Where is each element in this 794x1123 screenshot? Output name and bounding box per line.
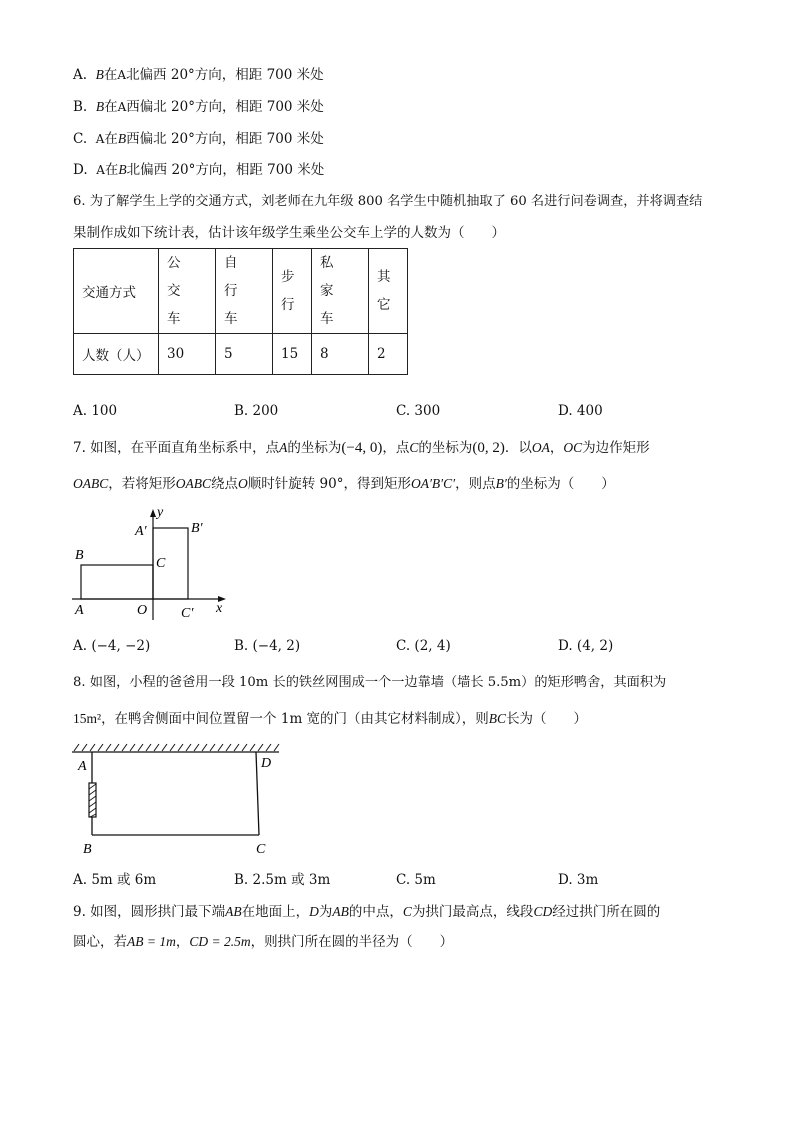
coordinate: (0, 2) — [472, 440, 505, 456]
stem-text: 为拱门最高点，线段 — [411, 904, 534, 920]
shape-label: OABC — [175, 476, 211, 491]
q6-stem-line1: 6. 为了解学生上学的交通方式，刘老师在九年级 800 名学生中随机抽取了 60 名进行问卷调查，并将调查结 — [73, 194, 703, 209]
segment-label: AB — [332, 904, 349, 919]
option-text: 西偏北 20°方向，相距 700 米处 — [126, 131, 324, 147]
cell-text: 步行 — [281, 269, 303, 313]
table-cell: 人数（人） — [74, 334, 159, 375]
stem-text: 的坐标为 — [287, 440, 342, 456]
cell-text: 公交车 — [167, 255, 189, 327]
equation: AB = 1m — [127, 934, 176, 949]
q8-coop-figure — [68, 740, 288, 862]
label-b: B — [75, 548, 84, 563]
stem-text: 顺时针旋转 90°，得到矩形 — [247, 476, 411, 492]
label-b: B — [83, 842, 92, 857]
q8-option-b: B. 2.5m 或 3m — [234, 872, 331, 888]
table-cell — [74, 249, 159, 334]
equation: CD = 2.5m — [189, 934, 251, 949]
segment-label: CD — [533, 904, 553, 919]
rectangle-oabc — [81, 565, 153, 599]
fence-cd — [256, 752, 259, 835]
option-text: 北偏西 20°方向，相距 700 米处 — [126, 67, 324, 83]
stem-text: ．以 — [504, 440, 532, 456]
table-cell: 2 — [369, 334, 408, 375]
label-b1: B′ — [191, 521, 203, 536]
shape-label: OABC — [73, 476, 109, 491]
point-label: C — [402, 904, 412, 919]
q7-coordinate-figure — [68, 502, 238, 622]
stem-text: 7. 如图，在平面直角坐标系中，点 — [73, 440, 280, 456]
cell-text: 其它 — [377, 269, 399, 313]
option-letter: A. — [73, 67, 88, 83]
table-header-row — [74, 249, 408, 334]
q8-stem-line1: 8. 如图，小程的爸爸用一段 10m 长的铁丝网围成一个一边靠墙（墙长 5.5m）的矩形鸭舍，其面积为 — [73, 675, 667, 690]
label-o: O — [137, 603, 148, 618]
stem-text: 经过拱门所在圆的 — [552, 904, 661, 920]
label-a: A — [78, 759, 87, 774]
wall-hatching — [74, 744, 279, 751]
point-label: B — [95, 99, 105, 114]
q8-option-a: A. 5m 或 6m — [73, 872, 157, 888]
q7-option-d: D. (4, 2) — [558, 638, 614, 654]
q6-option-a: A. 100 — [73, 403, 118, 419]
label-d: D — [261, 756, 272, 771]
label-a: A — [75, 603, 84, 618]
segment-label: OA — [531, 440, 550, 455]
option-text: 在 — [104, 131, 118, 147]
point-label: A — [96, 163, 105, 177]
table-cell: 5 — [216, 334, 273, 375]
stem-text: 的坐标为（ ） — [506, 476, 615, 492]
q6-option-b: B. 200 — [234, 403, 279, 419]
stem-text: 绕点 — [211, 476, 238, 492]
q9-stem-line1 — [73, 902, 660, 922]
stem-text: 的坐标为 — [418, 440, 473, 456]
stem-text: 为边作矩形 — [582, 440, 650, 456]
option-text: 在 — [104, 162, 119, 178]
q5-option-c — [73, 129, 324, 149]
stem-text: ，若将矩形 — [108, 476, 176, 492]
shape-label: OA′B′C′ — [410, 476, 456, 491]
segment-label: BC — [488, 711, 507, 726]
stem-text: 在地面上， — [241, 904, 310, 920]
option-text: 北偏西 20°方向，相距 700 米处 — [126, 162, 325, 178]
table-cell: 8 — [312, 334, 369, 375]
coordinate: (−4, 0) — [341, 440, 383, 456]
q8-option-d: D. 3m — [558, 872, 599, 888]
q7-option-c: C. (2, 4) — [396, 638, 451, 654]
q6-option-d: D. 400 — [558, 403, 603, 419]
label-c: C — [156, 556, 166, 571]
table-row — [74, 334, 408, 375]
point-label: A — [117, 68, 127, 82]
table-cell — [273, 249, 312, 334]
point-label: C — [409, 440, 419, 455]
stem-text: ，则拱门所在圆的半径为（ ） — [250, 934, 454, 950]
q7-stem-line1 — [73, 438, 650, 458]
table-cell — [216, 249, 273, 334]
stem-text: ，在鸭舍侧面中间位置留一个 1m 宽的门（由其它材料制成），则 — [101, 711, 489, 727]
stem-text: 的中点， — [348, 904, 403, 920]
point-label: B — [117, 131, 127, 146]
point-label: B′ — [495, 476, 507, 491]
cell-text: 自行车 — [224, 255, 246, 327]
q6-option-c: C. 300 — [396, 403, 441, 419]
area-value: 15m² — [73, 711, 102, 726]
stem-text: ， — [549, 440, 564, 456]
option-text: 西偏北 20°方向，相距 700 米处 — [126, 99, 324, 115]
stem-text: 长为（ ） — [506, 711, 588, 727]
table-cell — [312, 249, 369, 334]
option-letter: B. — [73, 99, 88, 115]
stem-text: ，则点 — [455, 476, 496, 492]
transport-table — [73, 248, 408, 375]
table-cell — [159, 249, 216, 334]
option-letter: D. — [73, 162, 88, 178]
stem-text: ，点 — [382, 440, 410, 456]
point-label: O — [238, 476, 248, 491]
q5-option-b — [73, 97, 324, 117]
segment-label: AB — [225, 904, 242, 919]
q8-option-c: C. 5m — [396, 872, 436, 888]
stem-text: ， — [175, 934, 190, 950]
q8-stem-line2 — [73, 709, 587, 729]
q7-option-b: B. (−4, 2) — [234, 638, 301, 654]
stem-text: 9. 如图，圆形拱门最下端 — [73, 904, 226, 920]
q5-option-d — [73, 160, 324, 180]
stem-text: 为 — [318, 904, 333, 920]
table-cell — [369, 249, 408, 334]
table-cell: 30 — [159, 334, 216, 375]
segment-label: OC — [563, 440, 583, 455]
q9-stem-line2 — [73, 932, 453, 952]
label-c1: C′ — [181, 606, 194, 621]
option-letter: C. — [73, 131, 88, 147]
point-label: B — [118, 162, 127, 177]
label-a1: A′ — [135, 524, 147, 539]
label-x: x — [216, 601, 223, 616]
point-label: B — [95, 67, 104, 82]
point-label: D — [309, 904, 319, 919]
table-cell: 15 — [273, 334, 312, 375]
q7-option-a: A. (−4, −2) — [73, 638, 151, 654]
q6-stem-line2: 果制作成如下统计表，估计该年级学生乘坐公交车上学的人数为（ ） — [73, 225, 505, 241]
point-label: A — [117, 100, 127, 114]
q7-stem-line2 — [73, 474, 615, 494]
option-text: 在 — [103, 67, 118, 83]
y-axis-arrow — [150, 509, 156, 517]
cell-text: 交通方式 — [82, 285, 136, 301]
label-y: y — [157, 505, 164, 520]
point-label: A — [279, 440, 288, 455]
q5-option-a — [73, 65, 324, 85]
label-c: C — [256, 842, 266, 857]
stem-text: 圆心，若 — [73, 934, 127, 950]
option-text: 在 — [104, 99, 118, 115]
point-label: A — [95, 132, 105, 146]
cell-text: 私家车 — [320, 255, 342, 327]
